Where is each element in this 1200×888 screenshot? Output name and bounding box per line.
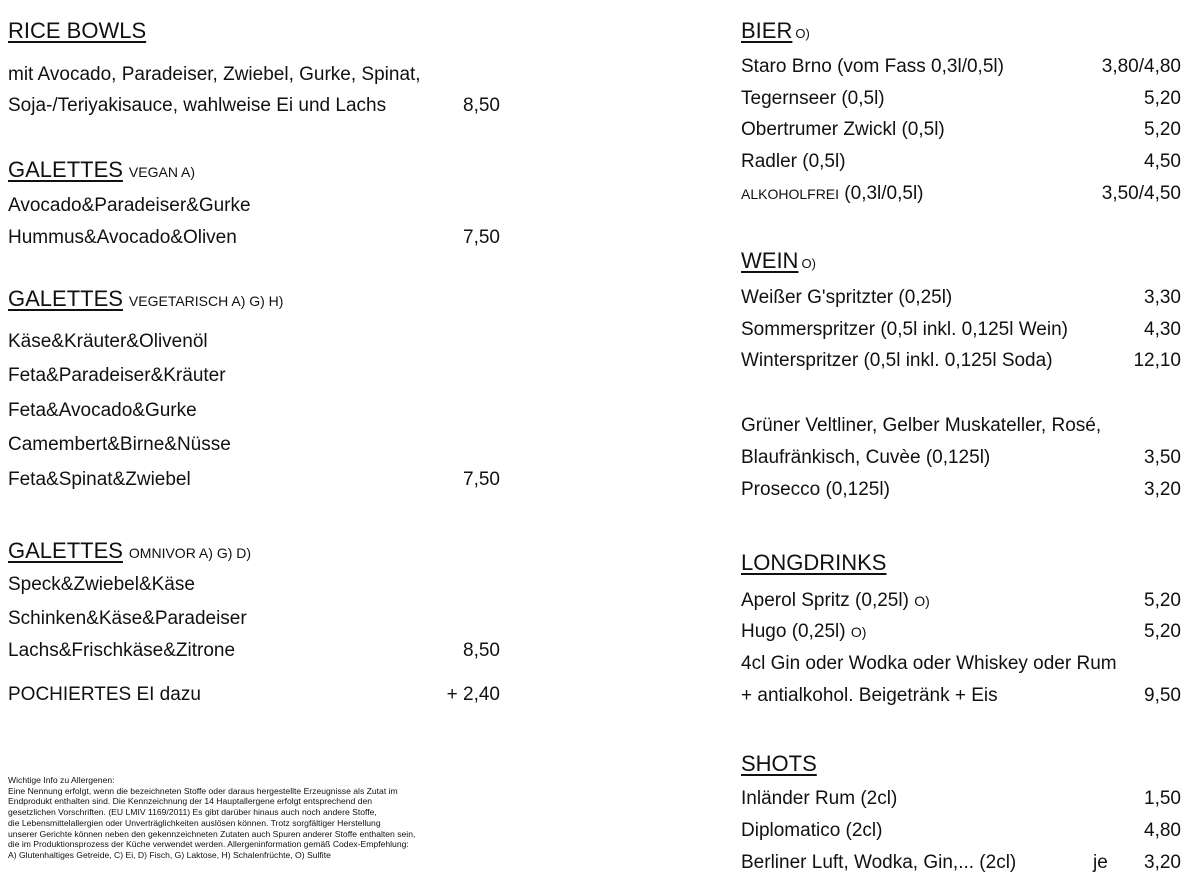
drink-price: 5,20 (1144, 119, 1181, 140)
longdrink-spirits: 4cl Gin oder Wodka oder Whiskey oder Rum (741, 653, 1117, 674)
galettes-omnivor-price: 8,50 (463, 640, 500, 661)
per-unit-label: je (1093, 852, 1108, 873)
bier-allergens: O) (795, 26, 810, 41)
drink-allergen: O) (914, 593, 930, 609)
drink-item: Obertrumer Zwickl (0,5l) (741, 119, 945, 140)
drink-item: Sommerspritzer (0,5l inkl. 0,125l Wein) (741, 319, 1068, 340)
alcohol-free-label: ALKOHOLFREI (741, 186, 840, 202)
longdrinks-heading (741, 550, 886, 576)
drink-item: Staro Brno (vom Fass 0,3l/0,5l) (741, 56, 1004, 77)
drink-item: Inländer Rum (2cl) (741, 788, 898, 809)
drink-price: 3,20 (1144, 852, 1181, 873)
bier-title: BIER (741, 18, 793, 43)
drink-price: 3,80/4,80 (1101, 56, 1181, 77)
galettes-vegetarisch-title: GALETTES (8, 286, 123, 311)
rice-bowls-desc-1: mit Avocado, Paradeiser, Zwiebel, Gurke, Spinat, (8, 64, 421, 85)
galettes-vegan-heading (8, 157, 195, 183)
longdrink-price: 9,50 (1144, 685, 1181, 706)
galettes-vegetarisch-price: 7,50 (463, 469, 500, 490)
drink-price: 3,20 (1144, 479, 1181, 500)
menu-item: Avocado&Paradeiser&Gurke (8, 195, 251, 216)
drink-price: 4,50 (1144, 151, 1181, 172)
allergen-line: Endprodukt enthalten sind. Die Kennzeichnung der 14 Hauptallergene erfolgt entsprechend den (8, 796, 373, 807)
galettes-omnivor-allergens: OMNIVOR A) G) D) (128, 545, 252, 561)
galettes-vegan-price: 7,50 (463, 227, 500, 248)
drink-price: 12,10 (1133, 350, 1181, 371)
galettes-vegan-title: GALETTES (8, 157, 123, 182)
menu-item: Camembert&Birne&Nüsse (8, 434, 231, 455)
drink-item: Winterspritzer (0,5l inkl. 0,125l Soda) (741, 350, 1053, 371)
drink-item: Diplomatico (2cl) (741, 820, 883, 841)
longdrinks-title: LONGDRINKS (741, 550, 887, 575)
drink-item: Weißer G'spritzter (0,25l) (741, 287, 953, 308)
drink-price: 5,20 (1144, 590, 1181, 611)
rice-bowls-desc-2: Soja-/Teriyakisauce, wahlweise Ei und Lachs (8, 95, 387, 116)
allergen-line: die Lebensmittelallergien oder Unverträglichkeiten auslösen können. Trotz sorgfältiger Herstellung (8, 817, 381, 828)
shots-title: SHOTS (741, 751, 817, 776)
drink-name: Hugo (0,25l) (741, 621, 846, 642)
rice-bowls-price: 8,50 (463, 95, 500, 116)
drink-item: Tegernseer (0,5l) (741, 88, 885, 109)
drink-item: Radler (0,5l) (741, 151, 846, 172)
drink-item: Prosecco (0,125l) (741, 479, 890, 500)
wein-allergens: O) (801, 256, 816, 271)
galettes-omnivor-title: GALETTES (8, 538, 123, 563)
drink-price: 5,20 (1144, 621, 1181, 642)
wine-varieties-1: Grüner Veltliner, Gelber Muskateller, Rosé, (741, 415, 1102, 436)
poached-egg-price: + 2,40 (446, 684, 500, 705)
galettes-vegetarisch-heading (8, 286, 283, 312)
poached-egg-addon: POCHIERTES EI dazu (8, 684, 201, 705)
rice-bowls-heading (8, 18, 146, 44)
drink-name: Aperol Spritz (0,25l) (741, 590, 909, 611)
wein-heading (741, 248, 816, 274)
menu-item: Schinken&Käse&Paradeiser (8, 608, 247, 629)
menu-item: Hummus&Avocado&Oliven (8, 227, 237, 248)
wine-varieties-2: Blaufränkisch, Cuvèe (0,125l) (741, 447, 991, 468)
wine-varieties-price: 3,50 (1144, 447, 1181, 468)
drink-price: 3,30 (1144, 287, 1181, 308)
menu-item: Lachs&Frischkäse&Zitrone (8, 640, 236, 661)
allergen-line: unserer Gerichte können neben den gekennzeichneten Zutaten auch Spuren anderer Stoffe enthalten sein, (8, 828, 416, 839)
drink-item (741, 589, 930, 613)
menu-item: Feta&Spinat&Zwiebel (8, 469, 191, 490)
drink-price: 4,30 (1144, 319, 1181, 340)
menu-item: Käse&Kräuter&Olivenöl (8, 331, 208, 352)
galettes-omnivor-heading (8, 538, 251, 564)
allergen-line: die im Produktionsprozess der Küche verwendet werden. Allergeninformation gemäß Codex-Empfehlung: (8, 839, 409, 850)
drink-allergen: O) (850, 624, 867, 640)
allergen-line: Eine Nennung erfolgt, wenn die bezeichneten Stoffe oder daraus hergestellte Erzeugnisse als Zutat im (8, 785, 398, 796)
wein-title: WEIN (741, 248, 799, 273)
longdrink-mixer: + antialkohol. Beigetränk + Eis (741, 685, 998, 706)
menu-item: Speck&Zwiebel&Käse (8, 574, 195, 595)
drink-item (741, 620, 866, 644)
galettes-vegetarisch-allergens: VEGETARISCH A) G) H) (128, 293, 284, 309)
galettes-vegan-allergens: VEGAN A) (128, 164, 196, 180)
drink-item (741, 182, 924, 206)
allergen-info (8, 775, 528, 861)
drink-price: 4,80 (1144, 820, 1181, 841)
shots-heading (741, 751, 817, 777)
allergen-line: Wichtige Info zu Allergenen: (8, 775, 115, 785)
rice-bowls-title: RICE BOWLS (8, 18, 147, 43)
drink-price: 1,50 (1144, 788, 1181, 809)
drink-price: 3,50/4,50 (1101, 183, 1181, 204)
allergen-line: A) Glutenhaltiges Getreide, C) Ei, D) Fisch, G) Laktose, H) Schalenfrüchte, O) Sulfite (8, 849, 331, 860)
alcohol-free-size: (0,3l/0,5l) (839, 183, 924, 204)
menu-item: Feta&Avocado&Gurke (8, 400, 197, 421)
drink-item: Berliner Luft, Wodka, Gin,... (2cl) (741, 852, 1017, 873)
menu-item: Feta&Paradeiser&Kräuter (8, 365, 226, 386)
allergen-line: gesetzlichen Vorschriften. (EU LMIV 1169/2011) Es gibt darüber hinaus auch noch andere Stoffe, (8, 807, 377, 818)
drink-price: 5,20 (1144, 88, 1181, 109)
bier-heading (741, 18, 810, 44)
